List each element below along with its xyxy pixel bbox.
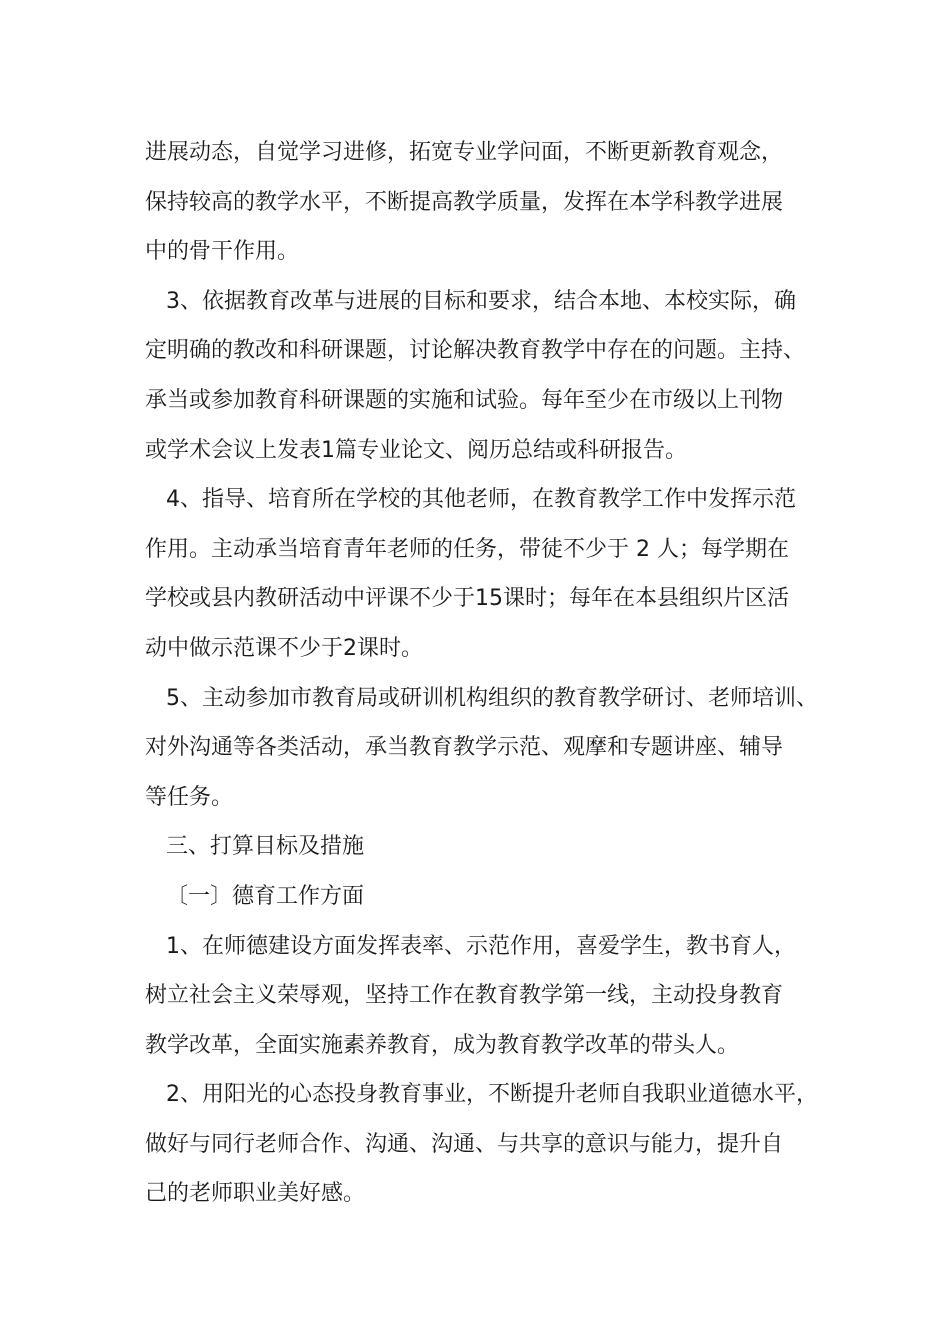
paragraph-item-4: [145, 475, 825, 673]
text-line: 树立社会主义荣辱观，坚持工作在教育教学第一线，主动投身教育: [145, 983, 784, 1009]
text-line: 承当或参加教育科研课题的实施和试验。每年至少在市级以上刊物: [145, 387, 784, 413]
text-line: 定明确的教改和科研课题，讨论解决教育教学中存在的问题。主持、: [145, 338, 806, 364]
text-line: 动中做示范课不少于2课时。: [145, 635, 423, 661]
heading-line: 〔一〕德育工作方面: [166, 883, 365, 909]
text-line: 对外沟通等各类活动，承当教育教学示范、观摩和专题讲座、辅导: [145, 735, 784, 761]
text-line: 做好与同行老师合作、沟通、沟通、与共享的意识与能力，提升自: [145, 1131, 784, 1157]
text-line: 保持较高的教学水平，不断提高教学质量，发挥在本学科教学进展: [145, 189, 784, 215]
paragraph-item-1: [145, 922, 825, 1071]
paragraph-item-3: [145, 277, 825, 475]
text-line: 教学改革，全面实施素养教育，成为教育教学改革的带头人。: [145, 1032, 740, 1058]
text-line: 5、主动参加市教育局或研训机构组织的教育教学研讨、老师培训、: [166, 685, 818, 711]
text-line: 作用。主动承当培育青年老师的任务，带徒不少于 2 人；每学期在: [145, 536, 789, 562]
text-line: 4、指导、培育所在学校的其他老师，在教育教学工作中发挥示范: [166, 487, 796, 513]
paragraph-item-5: [145, 674, 825, 823]
text-line: 等任务。: [145, 784, 234, 810]
subsection-heading: [145, 872, 825, 922]
text-line: 中的骨干作用。: [145, 239, 300, 265]
heading-line: 三、打算目标及措施: [166, 834, 365, 860]
text-line: 2、用阳光的心态投身教育事业，不断提升老师自我职业道德水平，: [166, 1082, 818, 1108]
text-line: 进展动态，自觉学习进修，拓宽专业学问面，不断更新教育观念，: [145, 140, 784, 165]
document-body: [145, 128, 825, 1219]
text-line: 学校或县内教研活动中评课不少于15课时；每年在本县组织片区活: [145, 586, 789, 612]
paragraph-item-2: [145, 1070, 825, 1219]
paragraph-continuation: [145, 128, 825, 277]
text-line: 1、在师德建设方面发挥表率、示范作用，喜爱学生，教书育人，: [166, 933, 796, 959]
section-heading: [145, 822, 825, 872]
text-line: 或学术会议上发表1篇专业论文、阅历总结或科研报告。: [145, 437, 687, 463]
text-line: 己的老师职业美好感。: [145, 1181, 366, 1207]
text-line: 3、依据教育改革与进展的目标和要求，结合本地、本校实际，确: [166, 288, 796, 314]
